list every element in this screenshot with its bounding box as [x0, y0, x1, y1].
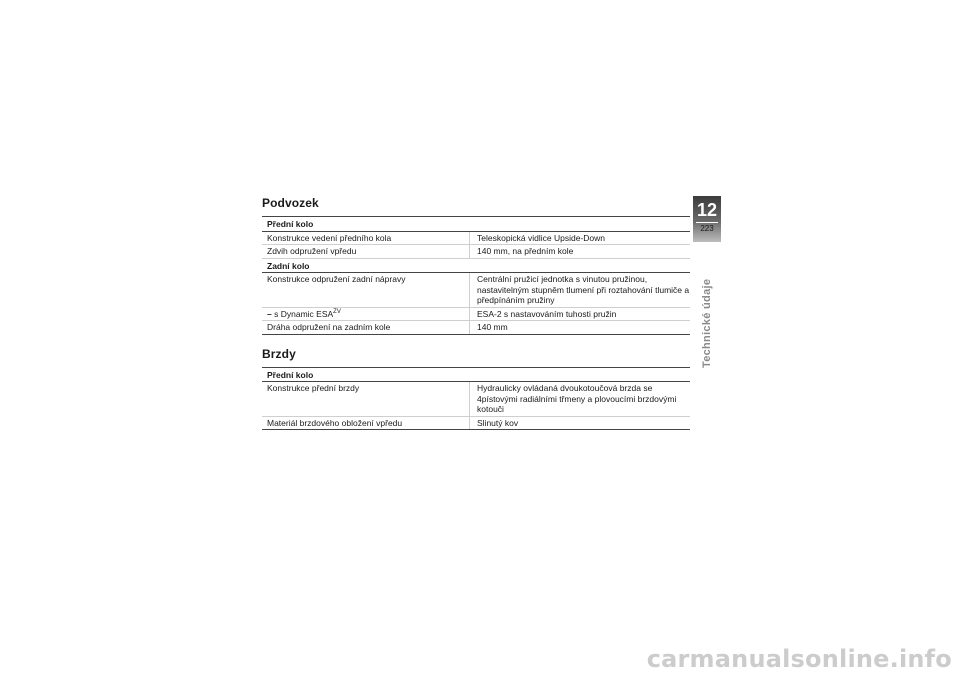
table-row [262, 273, 690, 308]
spec-value: 140 mm [477, 322, 508, 332]
spec-label: Zdvih odpružení vpředu [262, 245, 470, 258]
spec-label: Dráha odpružení na zadním kole [262, 321, 470, 334]
spec-label: Konstrukce přední brzdy [262, 382, 470, 416]
spec-value: Hydraulicky ovládaná dvoukotoučová brzda se 4pístovými radiálními třmeny a plovoucími brzdovými kotouči [477, 383, 677, 414]
table-row [262, 321, 690, 335]
group-heading: Přední kolo [267, 219, 314, 229]
table-row [262, 232, 690, 246]
spec-value: Teleskopická vidlice Upside-Down [477, 232, 606, 243]
table-row [262, 245, 690, 259]
chapter-side-label: Technické údaje [701, 278, 713, 368]
table-row [262, 417, 690, 431]
spec-value: 140 mm, na předním kole [477, 246, 574, 256]
chapter-tab [693, 196, 721, 242]
table-row [262, 382, 690, 417]
spec-content [262, 196, 690, 430]
dash-marker: – [267, 308, 272, 319]
spec-label [262, 308, 470, 321]
spec-value: Centrální pružicí jednotka s vinutou pružinou, nastavitelným stupněm tlumení při roztahování tlumiče a předpínáním pružiny [477, 274, 690, 305]
watermark: carmanualsonline.info [646, 645, 952, 673]
spec-label: Konstrukce vedení předního kola [262, 232, 470, 245]
spec-table-brzdy [262, 367, 690, 431]
spec-value: ESA-2 s nastavováním tuhosti pružin [477, 308, 617, 319]
spec-table-podvozek [262, 216, 690, 335]
section-title-brzdy: Brzdy [262, 346, 296, 361]
group-heading-row [262, 217, 690, 232]
spec-value: Slinutý kov [477, 417, 519, 428]
footnote-marker: ZV [333, 308, 341, 315]
group-heading: Zadní kolo [267, 260, 310, 271]
spec-label-text: s Dynamic ESA [274, 308, 334, 319]
group-heading-row [262, 368, 690, 383]
chapter-number: 12 [696, 200, 718, 220]
section-title-podvozek: Podvozek [262, 196, 319, 210]
group-heading: Přední kolo [267, 369, 314, 380]
table-row [262, 308, 690, 322]
spec-label: Konstrukce odpružení zadní nápravy [262, 273, 470, 307]
page-number: 223 [700, 224, 714, 233]
group-heading-row [262, 259, 690, 274]
spec-label: Materiál brzdového obložení vpředu [262, 417, 470, 430]
